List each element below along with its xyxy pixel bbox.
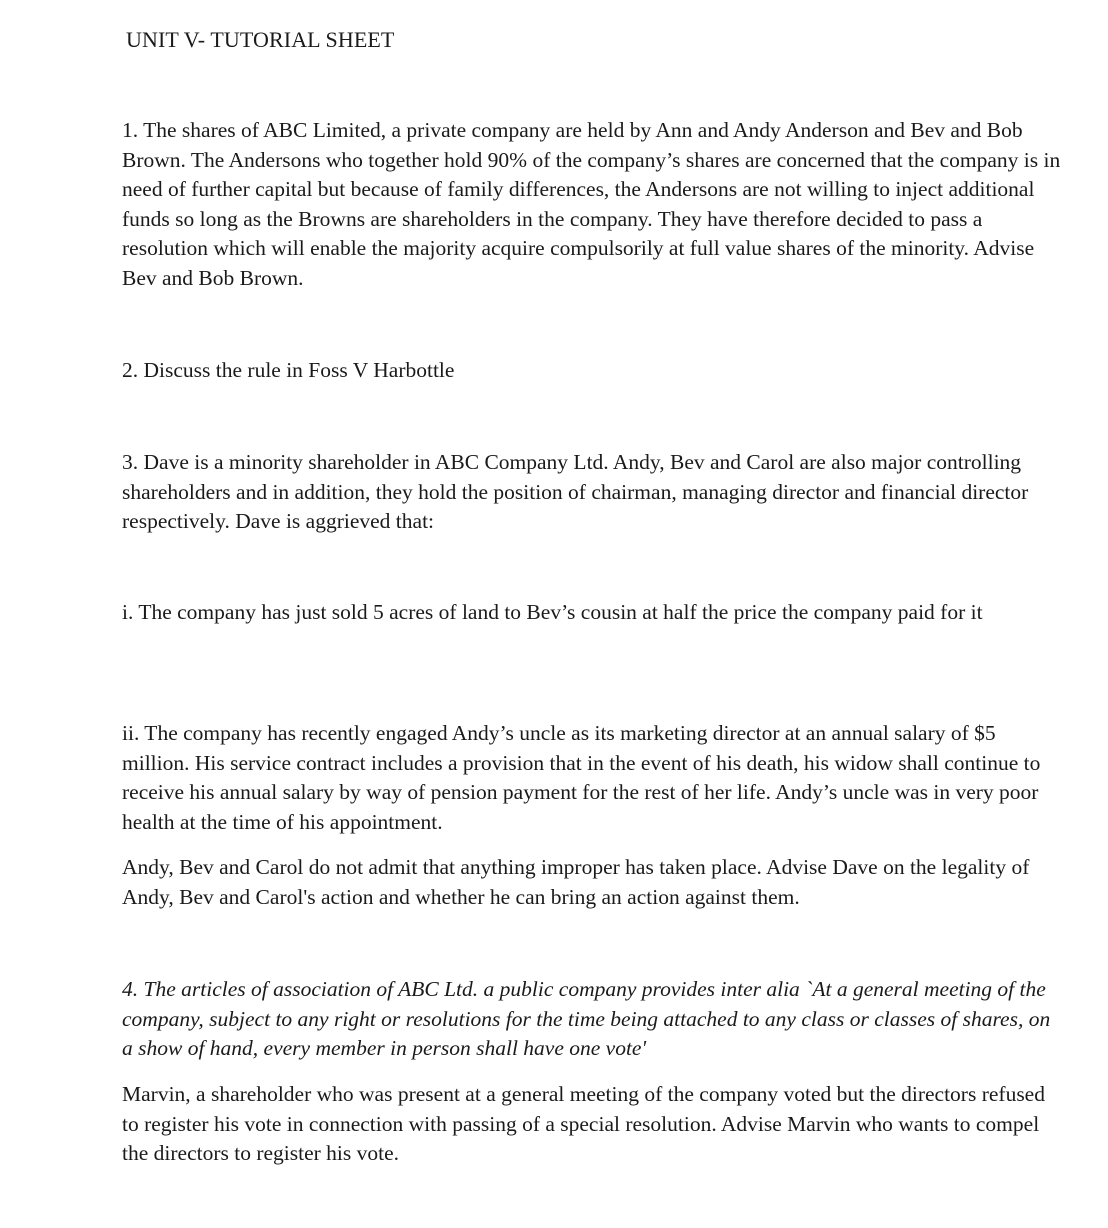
question-2: 2. Discuss the rule in Foss V Harbottle bbox=[122, 358, 455, 382]
question-4-scenario: Marvin, a shareholder who was present at a general meeting of the company voted but the directors refused to register his vote in connection with passing of a special resolution. Advise Marvin who wants to compel the directors to register his vote. bbox=[122, 1082, 1045, 1166]
question-4-articles-quote: 4. The articles of association of ABC Ltd. a public company provides inter alia `At a general meeting of the company, subject to any right or resolutions for the time being attached to any class or classes of shares, on a show of hand, every member in person shall have one vote' bbox=[122, 977, 1051, 1061]
question-3-item-i: i. The company has just sold 5 acres of land to Bev’s cousin at half the price the company paid for it bbox=[122, 600, 983, 624]
question-3-advice: Andy, Bev and Carol do not admit that anything improper has taken place. Advise Dave on the legality of Andy, Bev and Carol's action and whether he can bring an action against them. bbox=[122, 855, 1030, 909]
question-3-item-ii: ii. The company has recently engaged Andy’s uncle as its marketing director at an annual salary of $5 million. His service contract includes a provision that in the event of his death, his widow shall continue to receive his annual salary by way of pension payment for the rest of her life. Andy’s uncle was in very poor health at the time of his appointment. bbox=[122, 721, 1041, 834]
question-1: 1. The shares of ABC Limited, a private company are held by Ann and Andy Anderson and Bev and Bob Brown. The Andersons who together hold 90% of the company’s shares are concerned that the company is in need of further capital but because of family differences, the Andersons are not willing to inject additional funds so long as the Browns are shareholders in the company. They have therefore decided to pass a resolution which will enable the majority acquire compulsorily at full value shares of the minority. Advise Bev and Bob Brown. bbox=[122, 118, 1061, 290]
question-3: 3. Dave is a minority shareholder in ABC Company Ltd. Andy, Bev and Carol are also major controlling shareholders and in addition, they hold the position of chairman, managing director and financial director respectively. Dave is aggrieved that: bbox=[122, 450, 1029, 534]
page-title: UNIT V- TUTORIAL SHEET bbox=[126, 27, 395, 52]
